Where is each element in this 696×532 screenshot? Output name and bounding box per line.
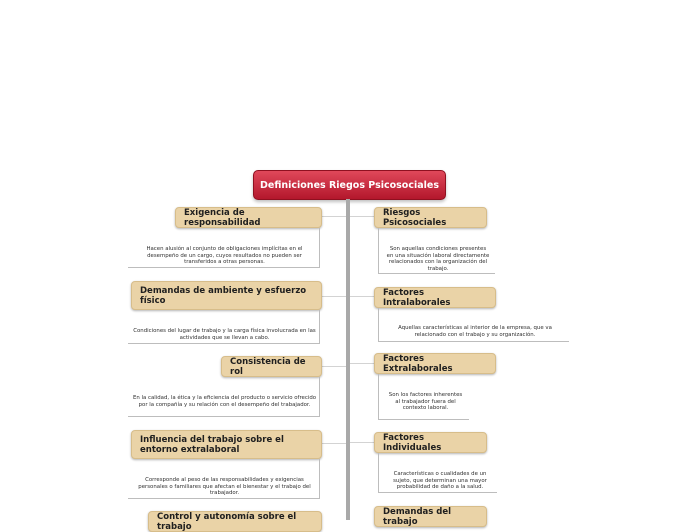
connector [322, 366, 346, 367]
topic-factores-individuales[interactable] [374, 432, 487, 453]
topic-label: Consistencia de rol [230, 356, 306, 377]
topic-demandas-trabajo[interactable] [374, 506, 487, 527]
note-riesgos-psicosociales: Son aquellas condiciones presentes en una situación laboral directamente relacionados con la organización del trabajo. [386, 246, 490, 272]
topic-label: Demandas de ambiente y esfuerzo físico [140, 285, 307, 306]
topic-consistencia-rol[interactable] [221, 356, 322, 377]
topic-label: Riesgos Psicosociales [383, 207, 447, 228]
note-factores-extralaborales: Son los factores inherentes al trabajador fuera del contexto laboral. [388, 392, 463, 411]
connector [322, 296, 346, 297]
note-factores-individuales: Características o cualidades de un sujeto, que determinan una mayor probabilidad de daño a la salud. [393, 471, 487, 490]
connector [350, 296, 374, 297]
central-topic-label: Definiciones Riegos Psicosociales [260, 179, 439, 191]
topic-label: Factores Intralaborales [383, 287, 451, 308]
main-trunk-line [346, 199, 350, 520]
topic-label: Factores Extralaborales [383, 353, 453, 374]
topic-label: Factores Individuales [383, 432, 442, 453]
topic-factores-extralaborales[interactable] [374, 353, 496, 374]
connector [322, 216, 346, 217]
topic-exigencia-responsabilidad[interactable] [175, 207, 322, 228]
topic-riesgos-psicosociales[interactable] [374, 207, 487, 228]
topic-demandas-ambiente[interactable] [131, 281, 322, 310]
topic-label: Exigencia de responsabilidad [184, 207, 261, 228]
connector [350, 216, 374, 217]
connector [350, 442, 374, 443]
topic-influencia-trabajo[interactable] [131, 430, 322, 459]
topic-label: Influencia del trabajo sobre el entorno extralaboral [140, 434, 284, 455]
connector [322, 443, 346, 444]
note-exigencia-responsabilidad: Hacen alusión al conjunto de obligaciones implícitas en el desempeño de un cargo, cuyos resultados no pueden ser transferidos a otras personas. [146, 246, 303, 265]
note-factores-intralaborales: Aquellas características al interior de la empresa, que va relacionado con el trabajo y su organización. [398, 325, 552, 338]
topic-factores-intralaborales[interactable] [374, 287, 496, 308]
note-influencia-trabajo: Corresponde al peso de las responsabilidades y exigencias personales o familiares que afectan el bienestar y el trabajo del trabajador. [138, 477, 311, 496]
note-demandas-ambiente: Condiciones del lugar de trabajo y la carga física involucrada en las actividades que se llevan a cabo. [133, 328, 316, 341]
topic-label: Control y autonomía sobre el trabajo [157, 511, 297, 532]
central-topic[interactable] [253, 170, 446, 200]
topic-control-autonomia[interactable] [148, 511, 322, 532]
note-consistencia-rol: En la calidad, la ética y la eficiencia del producto o servicio ofrecido por la compañía y su relación con el desempeño del trabajador. [132, 395, 317, 408]
connector [350, 363, 374, 364]
topic-label: Demandas del trabajo [383, 506, 452, 527]
